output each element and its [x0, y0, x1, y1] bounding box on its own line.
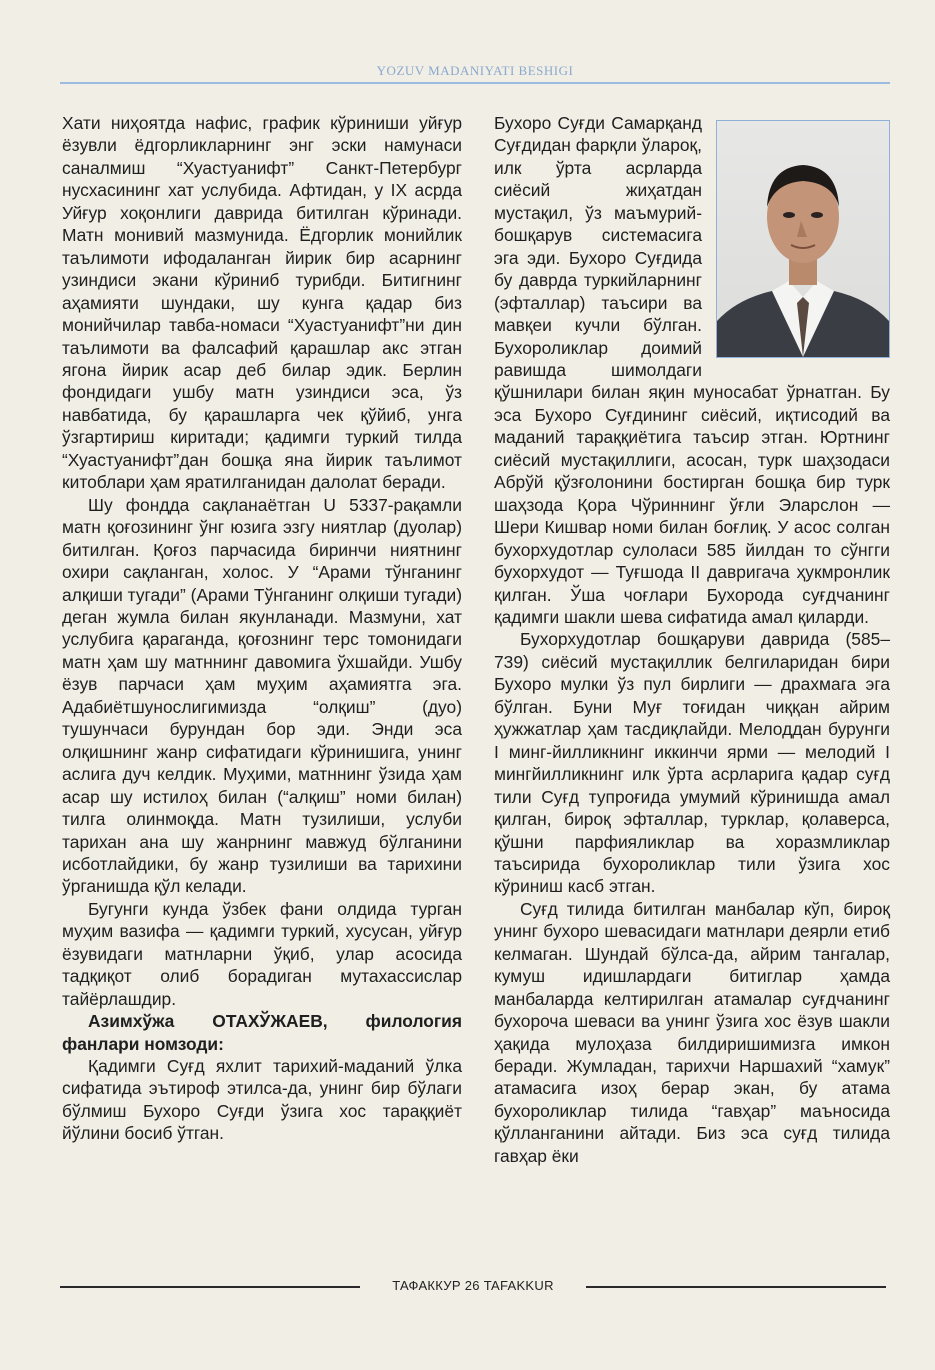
- author-portrait-photo: [716, 120, 890, 358]
- footer-page-label: ТАФАККУР 26 TAFAKKUR: [392, 1278, 554, 1293]
- right-paragraph-1: Бухоро Суғди Самарқанд Суғдидан фарқли ўлароқ, илк ўрта асрларда сиёсий жиҳатдан мустақил, ўз маъмурий-бошқарув системасига эга эди. Бухоро Суғдида бу даврда туркийларнинг (эфталлар) таъсири ва мавқеи кучли бўлган. Бухороликлар доимий равишда шимолдаги қўшнилари билан яқин муносабат ўрнатган. Бу эса Бухоро Суғдининг сиёсий, иқтисодий ва маданий тараққиётига таъсир этган. Юртнинг сиёсий мустақиллиги, асосан, турк шаҳзодаси Абрўй қўзғолонини бостирган бошқа бир турк шаҳзода Қора Чўриннинг ўғли Эларслон — Шери Кишвар номи билан боғлиқ. У асос солган бухорхудотлар сулоласи 585 йилдан то сўнгги бухорхудот — Туғшода II давригача ҳукмронлик қилган. Ўша чоғлари Бухорода суғдчанинг қадимги шакли шева сифатида амал қиларди.: [494, 113, 890, 627]
- left-column: [62, 112, 462, 1145]
- header-rule: [60, 82, 890, 84]
- footer-rule-right: [586, 1286, 886, 1288]
- running-header: [60, 62, 890, 86]
- right-paragraph-3: Суғд тилида битилган манбалар кўп, бироқ унинг бухоро шевасидаги матнлари деярли етиб келмаган. Шундай бўлса-да, айрим тангалар, кумуш идишлардаги битиглар ҳамда манбаларда келтирилган атамалар суғдчанинг бухороча шеваси ва унинг ўзига хос ёзув шакли ҳақида мулоҳаза билдиришимизга имкон беради. Жумладан, тарихчи Наршахий “хамук” атамасига изоҳ берар экан, бу атама бухороликлар тилида “гавҳар” маъносида қўлланганини айтади. Биз эса суғд тилида гавҳар ёки: [494, 898, 890, 1166]
- left-paragraph-2: Шу фондда сақланаётган U 5337-рақамли матн қоғозининг ўнг юзига эзгу ниятлар (дуолар) битилган. Қоғоз парчасида биринчи ниятнинг охири сақланган, холос. У “Арами тўнганинг алқиши тугади” (Арами Тўнганинг олқиши тугади) деган жумла билан якунланади. Мазмуни, хат услубига қараганда, қоғознинг терс томонидаги матн ҳам шу матннинг давомига ўхшайди. Ушбу ёзув парчаси ҳам муҳим аҳамиятга эга. Адабиётшунослигимизда “олқиш” (дуо) тушунчаси бурундан бор эди. Энди эса олқишнинг жанр сифатидаги кўринишига, унинг аслига дуч келдик. Муҳими, матннинг ўзида ҳам асар шу истилоҳ билан (“алқиш” номи билан) тилга олинмоқда. Матн тузилиши, услуби тарихан ана шу жанрнинг мавжуд бўлганини исботлайдики, бу жанр тузилиши ва тарихини ўрганишда қўл келади.: [62, 494, 462, 897]
- left-paragraph-4: Қадимги Суғд яхлит тарихий-маданий ўлка сифатида эътироф этилса-да, унинг бир бўлаги бўлмиш Бухоро Суғди ўзига хос тараққиёт йўлини босиб ўтган.: [62, 1056, 462, 1144]
- page-footer: [60, 1276, 886, 1296]
- left-paragraph-1: Хати ниҳоятда нафис, график кўриниши уйғур ёзувли ёдгорликларнинг энг эски намунаси саналмиш “Хуастуанифт” Санкт-Петербург нусхасининг хат услубида. Афтидан, у IX асрда Уйғур хоқонлиги даврида битилган кўринади. Матн монивий мазмунида. Ёдгорлик монийлик таълимоти ифодаланган йирик бир асарнинг узиндиси экани кўриниб турибди. Битигнинг аҳамияти шундаки, шу кунга қадар биз монийчилар тавба-номаси “Хуастуанифт”ни дин таълимоти ва фалсафий қарашлар акс этган ягона йирик асар деб билар эдик. Берлин фондидаги ушбу матн узиндиси эса, ўз навбатида, бу қарашларга чек қўйиб, унга ўзгартириш киритади; қадимги туркий тилда “Хуастуанифт”дан бошқа яна йирик таълимот китоблари ҳам яратилганидан далолат беради.: [62, 113, 462, 493]
- left-paragraph-3: Бугунги кунда ўзбек фани олдида турган муҳим вазифа — қадимги туркий, хусусан, уйғур ёзувидаги матнларни ўқиб, улар асосида тадқиқот олиб борадиган мутахассислар тайёрлашдир.: [62, 898, 462, 1009]
- footer-rule-left: [60, 1286, 360, 1288]
- portrait-illustration: [717, 121, 889, 357]
- speaker-name: Азимхўжа ОТАХЎЖАЕВ, филология фанлари номзоди:: [62, 1011, 462, 1054]
- right-paragraph-2: Бухорхудотлар бошқаруви даврида (585–739) сиёсий мустақиллик белгиларидан бири Бухоро мулки ўз пул бирлиги — драхмага эга бўлган. Буни Муғ тоғидан чиққан айрим ҳужжатлар ҳам тасдиқлайди. Мелоддан бурунги I минг-йилликнинг иккинчи ярми — мелодий I мингйилликнинг илк ўрта асрларига қадар суғд тили Суғд тупроғида умумий кўринишда амал қилган, бироқ эфталлар, турклар, қолаверса, қўшни парфияликлар ва хоразмликлар таъсирида бухороликлар тили ўзига хос кўриниш касб этган.: [494, 629, 890, 897]
- running-header-title: YOZUV MADANIYATI BESHIGI: [376, 63, 574, 78]
- right-column: [494, 112, 890, 1167]
